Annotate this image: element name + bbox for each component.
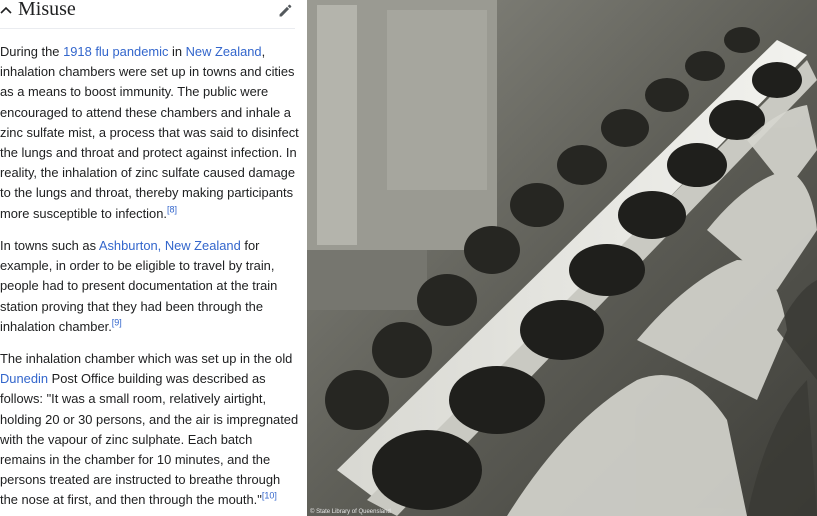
body-text: inhalation chambers were set up in towns and cities [0, 64, 295, 80]
body-text: The inhalation chamber which was set up in the old [0, 351, 293, 366]
section-header[interactable] [0, 0, 307, 28]
pencil-icon[interactable] [277, 2, 294, 19]
text-line [0, 82, 300, 102]
text-line [0, 450, 300, 470]
section-title: Misuse [18, 0, 76, 20]
text-line [0, 470, 300, 490]
text-line [0, 256, 300, 276]
text-line [0, 62, 300, 82]
body-text: for [240, 238, 260, 253]
body-text: as a means to boost immunity. The public were [0, 84, 269, 100]
paragraph-dunedin [0, 349, 300, 511]
body-text: station proving that they had been through the [0, 298, 264, 314]
body-text: the lungs and throat and protect against infection. In [0, 145, 297, 161]
section-divider [0, 28, 295, 29]
text-line [0, 276, 300, 296]
text-line [0, 103, 300, 123]
reference-superscript [262, 491, 277, 501]
body-text: During the [0, 44, 64, 59]
citation-link[interactable]: [8] [166, 204, 177, 215]
text-line [0, 143, 300, 163]
body-text: In towns such as [0, 238, 99, 253]
text-line [0, 236, 300, 256]
text-line [0, 389, 300, 409]
article-link[interactable]: New Zealand [185, 44, 262, 59]
text-line [0, 410, 300, 430]
paragraph-ashburton [0, 236, 300, 337]
body-text: more susceptible to infection. [0, 205, 167, 221]
body-text: persons treated are instructed to breathe through [0, 472, 281, 488]
body-text: the nose at first, and then through the mouth." [0, 492, 262, 508]
text-line [0, 183, 300, 203]
text-line [0, 369, 300, 389]
text-line [0, 297, 300, 317]
body-text: follows: "It was a small room, relatively airtight, [0, 391, 267, 407]
text-line [0, 430, 300, 450]
body-text: reality, the inhalation of zinc sulfate caused damage [0, 165, 295, 181]
reference-superscript [167, 204, 177, 214]
body-text: to the lungs and throat, thereby making participants [0, 185, 294, 201]
reference-superscript [112, 318, 122, 328]
body-text: zinc sulfate mist, a process that was said to disinfect [0, 124, 299, 140]
body-text: with the vapour of zinc sulphate. Each batch [0, 431, 253, 447]
citation-link[interactable]: [9] [111, 317, 122, 328]
body-text: encouraged to attend these chambers and inhale a [0, 104, 291, 120]
body-text: remains in the chamber for 10 minutes, and the [0, 452, 271, 468]
body-text: example, in order to be eligible to travel by train, [0, 258, 275, 274]
citation-link[interactable]: [10] [261, 491, 277, 502]
body-text: holding 20 or 30 persons, and the air is impregnated [0, 411, 299, 427]
text-line [0, 163, 300, 183]
chevron-up-icon[interactable] [0, 4, 12, 18]
text-line [0, 123, 300, 143]
body-text: people had to present documentation at the train [0, 278, 278, 294]
inhalation-chamber-photo [307, 0, 817, 516]
body-text: inhalation chamber. [0, 318, 112, 334]
text-line [0, 490, 300, 510]
body-text: Post Office building was described as [48, 371, 266, 387]
historical-photo [307, 0, 817, 516]
text-line [0, 204, 300, 224]
body-text: , [261, 44, 266, 59]
article-link[interactable]: Dunedin [0, 371, 49, 387]
article-content [0, 0, 307, 516]
paragraph-flu-pandemic [0, 42, 300, 224]
body-text: in [168, 44, 186, 59]
article-link[interactable]: Ashburton, New Zealand [98, 238, 241, 253]
photo-credit: © State Library of Queensland [310, 509, 391, 515]
text-line [0, 317, 300, 337]
text-line [0, 42, 300, 62]
article-link[interactable]: 1918 flu pandemic [63, 44, 169, 59]
text-line [0, 349, 300, 369]
